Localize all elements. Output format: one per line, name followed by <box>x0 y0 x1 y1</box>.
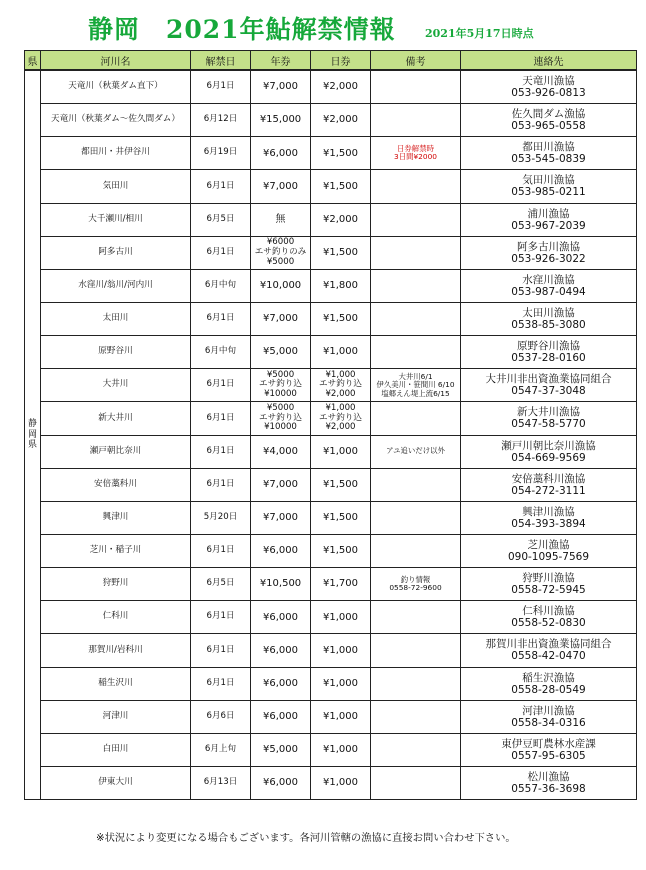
contact-cell-line: 松川漁協 <box>527 770 570 783</box>
table-row <box>25 203 637 236</box>
annual-ticket-cell <box>251 369 311 402</box>
annual-ticket-cell-line: ¥6,000 <box>263 677 298 689</box>
table-row <box>25 435 637 468</box>
daily-ticket-cell-line: ¥1,000 <box>323 445 358 457</box>
notes-cell-line: 塩郷えん堤上流6/15 <box>381 388 450 398</box>
contact-cell-line: 0558-72-5945 <box>511 584 586 597</box>
annual-ticket-cell-line: ¥5,000 <box>263 744 298 756</box>
daily-ticket-cell <box>311 468 371 501</box>
daily-ticket-cell <box>311 534 371 567</box>
table-row <box>25 501 637 534</box>
contact-cell <box>461 236 637 269</box>
table-row <box>25 534 637 567</box>
contact-cell-line: 稲生沢漁協 <box>522 671 575 684</box>
annual-ticket-cell <box>251 568 311 601</box>
contact-cell <box>461 766 637 799</box>
daily-ticket-cell-line: ¥1,000 <box>323 777 358 789</box>
contact-cell-line: 0538-85-3080 <box>511 319 586 332</box>
notes-cell <box>371 534 461 567</box>
annual-ticket-cell-line: ¥6000 <box>266 236 295 247</box>
annual-ticket-cell-line: エサ釣り込 <box>259 379 302 390</box>
contact-cell-line: 水窪川漁協 <box>522 273 575 286</box>
daily-ticket-cell-line: ¥1,000 <box>323 611 358 623</box>
column-header-notes: 備考 <box>371 51 461 71</box>
contact-cell <box>461 468 637 501</box>
notes-cell <box>371 137 461 170</box>
river-name-cell: 大井川 <box>41 369 191 402</box>
column-header-contact: 連絡先 <box>461 51 637 71</box>
notes-cell <box>371 435 461 468</box>
notes-cell <box>371 601 461 634</box>
contact-cell-line: 大井川非出資漁業協同組合 <box>485 373 612 386</box>
daily-ticket-cell-line: ¥1,500 <box>323 180 358 192</box>
contact-cell <box>461 336 637 369</box>
river-name-cell: 都田川・井伊谷川 <box>41 137 191 170</box>
annual-ticket-cell-line: ¥7,000 <box>263 81 298 93</box>
contact-cell <box>461 568 637 601</box>
river-name-cell: 伊東大川 <box>41 766 191 799</box>
daily-ticket-cell <box>311 733 371 766</box>
notes-cell <box>371 634 461 667</box>
open-date-cell: 6月1日 <box>191 369 251 402</box>
river-name-cell: 稲生沢川 <box>41 667 191 700</box>
river-name-cell: 大千瀬川/相川 <box>41 203 191 236</box>
contact-cell <box>461 70 637 104</box>
contact-cell-line: 仁科川漁協 <box>522 605 575 618</box>
daily-ticket-cell-line: ¥1,500 <box>323 545 358 557</box>
daily-ticket-cell <box>311 634 371 667</box>
annual-ticket-cell-line: ¥7,000 <box>263 479 298 490</box>
open-date-cell: 6月1日 <box>191 601 251 634</box>
notes-cell <box>371 468 461 501</box>
table-row <box>25 70 637 104</box>
daily-ticket-cell <box>311 104 371 137</box>
notes-cell-line: 3日間¥2000 <box>394 152 437 162</box>
annual-ticket-cell <box>251 534 311 567</box>
open-date-cell: 6月1日 <box>191 634 251 667</box>
column-header-prefecture: 県 <box>25 51 41 71</box>
table-row <box>25 336 637 369</box>
open-date-cell: 6月1日 <box>191 236 251 269</box>
river-name-cell: 興津川 <box>41 501 191 534</box>
river-name-cell: 天竜川（秋葉ダム～佐久間ダム） <box>41 104 191 137</box>
table-row <box>25 468 637 501</box>
daily-ticket-cell-line: ¥1,000 <box>323 710 358 722</box>
annual-ticket-cell-line: ¥6,000 <box>263 147 298 159</box>
contact-cell <box>461 302 637 335</box>
page-title: 静岡 2021年鮎解禁情報 <box>88 15 396 44</box>
daily-ticket-cell-line: ¥1,500 <box>323 313 358 325</box>
contact-cell <box>461 501 637 534</box>
daily-ticket-cell <box>311 568 371 601</box>
annual-ticket-cell <box>251 170 311 203</box>
open-date-cell: 6月6日 <box>191 700 251 733</box>
contact-cell-line: 054-272-3111 <box>511 484 586 497</box>
daily-ticket-cell-line: ¥1,500 <box>323 512 358 524</box>
river-name-cell: 水窪川/翁川/河内川 <box>41 269 191 302</box>
annual-ticket-cell <box>251 634 311 667</box>
notes-cell-line: 日券解禁時 <box>397 143 434 153</box>
open-date-cell: 6月19日 <box>191 137 251 170</box>
contact-cell-line: 那賀川非出資漁業協同組合 <box>485 638 612 651</box>
daily-ticket-cell-line: ¥2,000 <box>325 422 356 433</box>
daily-ticket-cell <box>311 601 371 634</box>
table-row <box>25 104 637 137</box>
river-name-cell: 白田川 <box>41 733 191 766</box>
daily-ticket-cell <box>311 203 371 236</box>
annual-ticket-cell-line: ¥6,000 <box>263 777 298 789</box>
table-row <box>25 568 637 601</box>
daily-ticket-cell-line: ¥2,000 <box>323 213 358 225</box>
annual-ticket-cell-line: ¥7,000 <box>263 313 298 325</box>
open-date-cell: 5月20日 <box>191 501 251 534</box>
notes-cell <box>371 501 461 534</box>
contact-cell-line: 053-985-0211 <box>511 186 586 199</box>
contact-cell <box>461 369 637 402</box>
river-name-cell: 狩野川 <box>41 568 191 601</box>
river-name-cell: 阿多古川 <box>41 236 191 269</box>
contact-cell-line: 053-965-0558 <box>511 120 586 133</box>
notes-cell <box>371 302 461 335</box>
as-of-date: 2021年5月17日時点 <box>425 27 534 40</box>
contact-cell-line: 0557-95-6305 <box>511 749 586 762</box>
annual-ticket-cell <box>251 302 311 335</box>
contact-cell <box>461 667 637 700</box>
annual-ticket-cell-line: ¥10000 <box>264 389 297 400</box>
annual-ticket-cell <box>251 667 311 700</box>
open-date-cell: 6月1日 <box>191 468 251 501</box>
river-name-cell: 河津川 <box>41 700 191 733</box>
notes-cell <box>371 236 461 269</box>
annual-ticket-cell-line: ¥5,000 <box>263 346 298 358</box>
daily-ticket-cell <box>311 402 371 435</box>
notes-cell <box>371 667 461 700</box>
daily-ticket-cell-line: ¥2,000 <box>325 389 356 400</box>
annual-ticket-cell <box>251 70 311 104</box>
daily-ticket-cell <box>311 435 371 468</box>
river-name-cell: 気田川 <box>41 170 191 203</box>
notes-cell <box>371 70 461 104</box>
notes-cell-line: 大井川6/1 <box>398 371 433 381</box>
daily-ticket-cell <box>311 766 371 799</box>
contact-cell-line: 0557-36-3698 <box>511 783 586 796</box>
annual-ticket-cell-line: エサ釣り込 <box>259 412 302 423</box>
daily-ticket-cell <box>311 236 371 269</box>
annual-ticket-cell-line: ¥10,500 <box>259 578 302 590</box>
notes-cell <box>371 402 461 435</box>
contact-cell-line: 天竜川漁協 <box>522 75 575 87</box>
open-date-cell: 6月1日 <box>191 302 251 335</box>
open-date-cell: 6月13日 <box>191 766 251 799</box>
contact-cell-line: 053-987-0494 <box>511 285 586 298</box>
table-row <box>25 137 637 170</box>
daily-ticket-cell-line: ¥2,000 <box>323 81 358 93</box>
contact-cell-line: 佐久間ダム漁協 <box>511 108 586 121</box>
table-row <box>25 170 637 203</box>
daily-ticket-cell <box>311 700 371 733</box>
table-row <box>25 601 637 634</box>
daily-ticket-cell <box>311 137 371 170</box>
annual-ticket-cell <box>251 468 311 501</box>
open-date-cell: 6月12日 <box>191 104 251 137</box>
daily-ticket-cell-line: ¥1,000 <box>325 402 356 413</box>
contact-cell-line: 053-926-0813 <box>511 87 586 100</box>
daily-ticket-cell-line: ¥1,000 <box>323 677 358 689</box>
open-date-cell: 6月1日 <box>191 435 251 468</box>
annual-ticket-cell <box>251 501 311 534</box>
annual-ticket-cell <box>251 402 311 435</box>
annual-ticket-cell-line: ¥7,000 <box>263 512 298 524</box>
daily-ticket-cell <box>311 302 371 335</box>
contact-cell-line: 新大井川漁協 <box>517 406 580 419</box>
daily-ticket-cell-line: エサ釣り込 <box>319 379 362 390</box>
annual-ticket-cell-line: ¥15,000 <box>259 114 302 126</box>
river-name-cell: 新大井川 <box>41 402 191 435</box>
open-date-cell: 6月1日 <box>191 70 251 104</box>
daily-ticket-cell-line: ¥1,800 <box>323 280 358 292</box>
table-header-row <box>25 51 637 71</box>
open-date-cell: 6月5日 <box>191 203 251 236</box>
contact-cell-line: 054-669-9569 <box>511 451 586 464</box>
table-row <box>25 369 637 402</box>
ayu-opening-table <box>24 50 637 800</box>
contact-cell-line: 0558-42-0470 <box>511 650 586 663</box>
contact-cell-line: 阿多古川漁協 <box>517 240 580 253</box>
daily-ticket-cell-line: ¥1,500 <box>323 147 358 159</box>
table-row <box>25 667 637 700</box>
contact-cell <box>461 137 637 170</box>
notes-cell <box>371 700 461 733</box>
daily-ticket-cell <box>311 269 371 302</box>
contact-cell <box>461 634 637 667</box>
table-row <box>25 402 637 435</box>
contact-cell-line: 053-967-2039 <box>511 219 586 232</box>
contact-cell-line: 0537-28-0160 <box>511 352 586 365</box>
table-row <box>25 733 637 766</box>
annual-ticket-cell-line: エサ釣りのみ <box>254 246 307 257</box>
annual-ticket-cell-line: ¥5000 <box>266 256 295 267</box>
daily-ticket-cell <box>311 170 371 203</box>
contact-cell <box>461 700 637 733</box>
annual-ticket-cell <box>251 203 311 236</box>
open-date-cell: 6月上旬 <box>191 733 251 766</box>
annual-ticket-cell-line: ¥5000 <box>266 402 295 413</box>
contact-cell-line: 芝川漁協 <box>527 538 570 551</box>
contact-cell <box>461 104 637 137</box>
annual-ticket-cell-line: ¥10000 <box>264 422 297 433</box>
table-row <box>25 236 637 269</box>
open-date-cell: 6月1日 <box>191 402 251 435</box>
river-name-cell: 那賀川/岩科川 <box>41 634 191 667</box>
daily-ticket-cell-line: ¥1,700 <box>323 578 358 590</box>
daily-ticket-cell-line: ¥1,000 <box>323 644 358 656</box>
daily-ticket-cell-line: ¥1,000 <box>323 744 358 756</box>
annual-ticket-cell <box>251 236 311 269</box>
notes-cell-line: 0558-72-9600 <box>389 583 442 593</box>
annual-ticket-cell <box>251 435 311 468</box>
prefecture-cell <box>25 70 41 800</box>
river-name-cell: 仁科川 <box>41 601 191 634</box>
notes-cell <box>371 203 461 236</box>
contact-cell-line: 瀬戸川朝比奈川漁協 <box>501 439 596 452</box>
contact-cell-line: 090-1095-7569 <box>507 551 590 564</box>
annual-ticket-cell <box>251 601 311 634</box>
contact-cell-line: 狩野川漁協 <box>522 572 575 585</box>
river-name-cell: 安倍藁科川 <box>41 468 191 501</box>
notes-cell-line: アユ追いだけ以外 <box>386 446 445 456</box>
contact-cell-line: 太田川漁協 <box>522 306 575 319</box>
contact-cell-line: 気田川漁協 <box>522 174 575 187</box>
daily-ticket-cell <box>311 667 371 700</box>
daily-ticket-cell <box>311 70 371 104</box>
open-date-cell: 6月1日 <box>191 667 251 700</box>
contact-cell-line: 0558-28-0549 <box>511 683 586 696</box>
notes-cell <box>371 170 461 203</box>
contact-cell <box>461 534 637 567</box>
contact-cell <box>461 601 637 634</box>
annual-ticket-cell <box>251 733 311 766</box>
river-name-cell: 太田川 <box>41 302 191 335</box>
daily-ticket-cell-line: ¥1,000 <box>323 346 358 358</box>
annual-ticket-cell-line: ¥7,000 <box>263 180 298 192</box>
notes-cell-line: 釣り情報 <box>400 574 431 584</box>
contact-cell <box>461 170 637 203</box>
daily-ticket-cell <box>311 369 371 402</box>
table-row <box>25 766 637 799</box>
annual-ticket-cell <box>251 336 311 369</box>
daily-ticket-cell-line: ¥2,000 <box>323 114 358 126</box>
contact-cell-line: 都田川漁協 <box>522 141 575 154</box>
contact-cell-line: 原野谷川漁協 <box>517 340 580 353</box>
column-header-daily-ticket: 日券 <box>311 51 371 71</box>
table-row <box>25 269 637 302</box>
contact-cell-line: 浦川漁協 <box>527 207 570 220</box>
annual-ticket-cell-line: ¥6,000 <box>263 710 298 722</box>
contact-cell-line: 053-926-3022 <box>511 252 586 265</box>
annual-ticket-cell <box>251 269 311 302</box>
annual-ticket-cell-line: ¥5000 <box>266 369 295 380</box>
prefecture-label: 静岡県 <box>27 418 37 451</box>
daily-ticket-cell <box>311 501 371 534</box>
open-date-cell: 6月1日 <box>191 534 251 567</box>
daily-ticket-cell-line: ¥1,000 <box>325 369 356 380</box>
notes-cell <box>371 336 461 369</box>
river-name-cell: 瀬戸朝比奈川 <box>41 435 191 468</box>
contact-cell-line: 安倍藁科川漁協 <box>511 472 586 485</box>
contact-cell <box>461 203 637 236</box>
annual-ticket-cell <box>251 766 311 799</box>
contact-cell-line: 東伊豆町農林水産課 <box>501 737 596 750</box>
river-name-cell: 原野谷川 <box>41 336 191 369</box>
contact-cell <box>461 402 637 435</box>
notes-cell <box>371 104 461 137</box>
column-header-river: 河川名 <box>41 51 191 71</box>
contact-cell <box>461 733 637 766</box>
contact-cell-line: 0547-37-3048 <box>511 385 586 398</box>
contact-cell-line: 0558-34-0316 <box>511 716 586 729</box>
annual-ticket-cell <box>251 104 311 137</box>
notes-cell-line: 伊久美川・笹間川 6/10 <box>376 380 455 390</box>
table-row <box>25 302 637 335</box>
notes-cell <box>371 269 461 302</box>
notes-cell <box>371 733 461 766</box>
annual-ticket-cell-line: ¥6,000 <box>263 644 298 656</box>
annual-ticket-cell-line: 無 <box>275 213 286 225</box>
open-date-cell: 6月中旬 <box>191 336 251 369</box>
annual-ticket-cell-line: ¥10,000 <box>259 280 302 292</box>
contact-cell-line: 興津川漁協 <box>522 505 575 518</box>
notes-cell <box>371 369 461 402</box>
footer-note: ※状況により変更になる場合もございます。各河川管轄の漁協に直接お問い合わせ下さい。 <box>96 832 516 844</box>
daily-ticket-cell-line: ¥1,500 <box>323 247 358 259</box>
column-header-open-date: 解禁日 <box>191 51 251 71</box>
contact-cell-line: 0547-58-5770 <box>511 418 586 431</box>
contact-cell-line: 河津川漁協 <box>522 704 575 717</box>
open-date-cell: 6月1日 <box>191 170 251 203</box>
daily-ticket-cell-line: ¥1,500 <box>323 479 358 490</box>
open-date-cell: 6月5日 <box>191 568 251 601</box>
annual-ticket-cell-line: ¥6,000 <box>263 545 298 557</box>
table-row <box>25 700 637 733</box>
river-name-cell: 芝川・稲子川 <box>41 534 191 567</box>
annual-ticket-cell-line: ¥6,000 <box>263 611 298 623</box>
contact-cell-line: 0558-52-0830 <box>511 617 586 630</box>
annual-ticket-cell-line: ¥4,000 <box>263 445 298 457</box>
annual-ticket-cell <box>251 700 311 733</box>
column-header-annual-ticket: 年券 <box>251 51 311 71</box>
river-name-cell: 天竜川（秋葉ダム直下） <box>41 70 191 104</box>
daily-ticket-cell-line: エサ釣り込 <box>319 412 362 423</box>
title-bar <box>0 0 646 48</box>
daily-ticket-cell <box>311 336 371 369</box>
contact-cell <box>461 269 637 302</box>
open-date-cell: 6月中旬 <box>191 269 251 302</box>
notes-cell <box>371 568 461 601</box>
contact-cell-line: 053-545-0839 <box>511 153 586 166</box>
notes-cell <box>371 766 461 799</box>
contact-cell <box>461 435 637 468</box>
table-row <box>25 634 637 667</box>
contact-cell-line: 054-393-3894 <box>511 517 586 530</box>
annual-ticket-cell <box>251 137 311 170</box>
table-body <box>25 70 637 800</box>
